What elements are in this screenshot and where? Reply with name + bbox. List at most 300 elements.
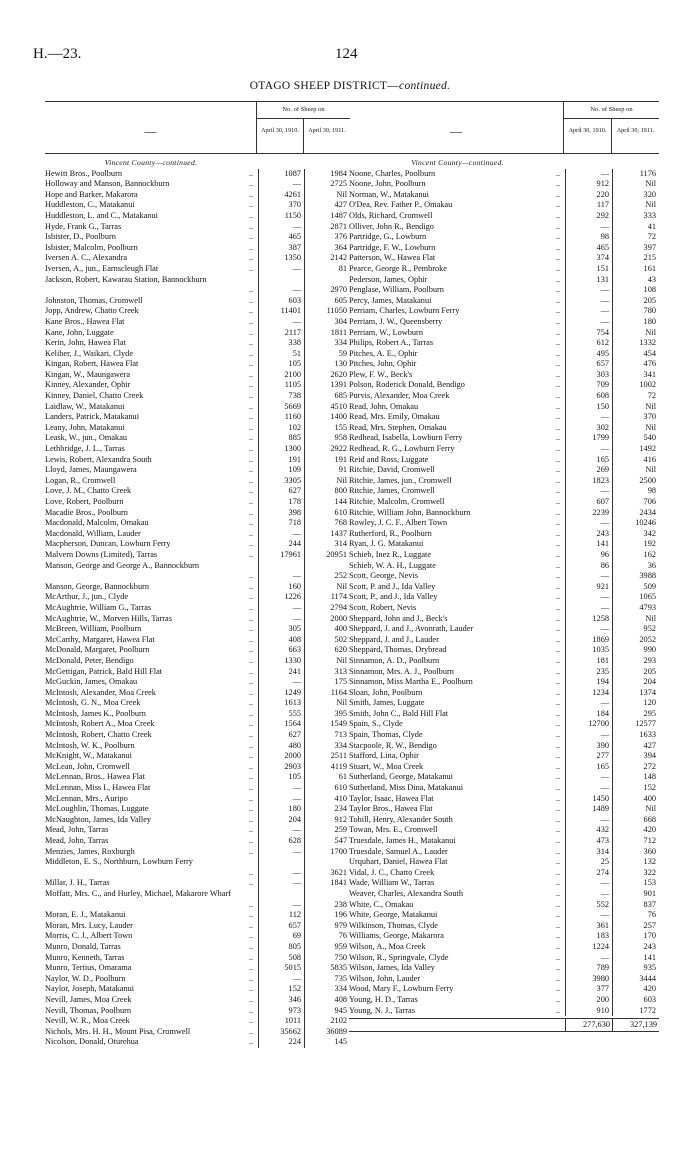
table-row: [45, 423, 350, 434]
table-row: [349, 688, 659, 699]
leader-dots: ..: [555, 698, 561, 708]
owner-name: Isbister, D., Poolburn: [45, 232, 116, 242]
table-row: [349, 264, 659, 275]
owner-name: Truesdale, Samuel A., Lauder: [349, 846, 448, 856]
owner-name: Towan, Mrs. E., Cromwell: [349, 825, 438, 835]
owner-name: Wilson, John, Lauder: [349, 973, 421, 983]
count-1910: 1350: [258, 253, 304, 264]
count-1911: 81: [304, 264, 350, 275]
leader-dots: ..: [555, 444, 561, 454]
owner-name: Taylor Bros., Hawea Flat: [349, 804, 433, 814]
table-row: [45, 963, 350, 974]
leader-dots: ..: [248, 401, 254, 411]
owner-name: Sutherland, George, Matakanui: [349, 772, 453, 782]
count-1911: 161: [612, 264, 659, 275]
owner-name: Wilson, A., Moa Creek: [349, 941, 426, 951]
table-row: [45, 794, 350, 805]
count-1910: 608: [565, 391, 612, 402]
table-row: [349, 222, 659, 233]
count-1911: 1174: [304, 592, 350, 603]
leader-dots: ..: [248, 963, 254, 973]
count-1911: Nil: [612, 200, 659, 211]
table-row: [45, 677, 350, 688]
owner-name: Vidal, J. C., Chatto Creek: [349, 867, 435, 877]
leader-dots: ..: [248, 338, 254, 348]
count-1910: —: [565, 592, 612, 603]
leader-dots: ..: [248, 348, 254, 358]
owner-name: Leany, John, Matakanui: [45, 422, 125, 432]
owner-name: McDonald, Peter, Bendigo: [45, 655, 134, 665]
owner-name: Kingan, W., Maungawera: [45, 369, 131, 379]
table-row: [349, 1006, 659, 1017]
count-1911: 180: [612, 317, 659, 328]
leader-dots: ..: [555, 539, 561, 549]
count-1911: 304: [304, 317, 350, 328]
count-1910: —: [565, 878, 612, 889]
table-row: [349, 582, 659, 593]
leader-dots: ..: [248, 507, 254, 517]
leader-dots: ..: [248, 422, 254, 432]
leader-dots: ..: [248, 698, 254, 708]
table-row: [45, 317, 350, 328]
leader-dots: ..: [555, 846, 561, 856]
leader-dots: ..: [248, 751, 254, 761]
owner-name: Sinnamon, A. D., Poolburn: [349, 655, 440, 665]
count-1910: 361: [565, 921, 612, 932]
count-1910: 607: [565, 497, 612, 508]
count-1911: 901: [612, 889, 659, 900]
leader-dots: ..: [555, 348, 561, 358]
table-row: [45, 412, 350, 423]
leader-dots: ..: [555, 528, 561, 538]
table-body: [349, 158, 659, 1016]
count-1911: 2970: [304, 275, 350, 296]
table-row: [45, 730, 350, 741]
owner-name: Naylor, Joseph, Matakanui: [45, 984, 135, 994]
leader-dots: ..: [248, 327, 254, 337]
owner-name: White, C., Omakau: [349, 899, 414, 909]
table-row: [45, 974, 350, 985]
count-1911: 234: [304, 804, 350, 815]
owner-name: Ryan, J. G. Matakanui: [349, 539, 424, 549]
count-1910: 805: [258, 942, 304, 953]
table-row: [349, 190, 659, 201]
count-1910: 314: [565, 847, 612, 858]
leader-dots: ..: [555, 263, 561, 273]
owner-name: Nevill, James, Moa Creek: [45, 994, 132, 1004]
count-1911: 1772: [612, 1006, 659, 1017]
owner-name: Smith, James, Luggate: [349, 698, 425, 708]
count-1911: 43: [612, 275, 659, 286]
table-row: [45, 306, 350, 317]
owner-name: Love, Robert, Poolburn: [45, 497, 124, 506]
owner-name: Nicolson, Donald, Oturehua: [45, 1037, 139, 1047]
count-1910: 86: [565, 561, 612, 572]
leader-dots: ..: [555, 888, 561, 898]
leader-dots: ..: [248, 444, 254, 454]
leader-dots: ..: [555, 592, 561, 602]
leader-dots: ..: [248, 475, 254, 485]
count-1911: 153: [612, 878, 659, 889]
leader-dots: ..: [555, 242, 561, 252]
owner-name: McGettigan, Patrick, Bald Hill Flat: [45, 666, 163, 676]
leader-dots: ..: [248, 867, 254, 877]
table-row: [349, 497, 659, 508]
leader-dots: ..: [248, 528, 254, 538]
table-row: [45, 275, 350, 296]
leader-dots: ..: [248, 539, 254, 549]
owner-name: Huddleston, C., Matakanui: [45, 200, 135, 210]
table-row: [349, 253, 659, 264]
leader-dots: ..: [555, 359, 561, 369]
count-1910: 178: [258, 497, 304, 508]
count-1910: 150: [565, 402, 612, 413]
count-1911: 712: [612, 836, 659, 847]
leader-dots: ..: [248, 189, 254, 199]
table-row: [349, 804, 659, 815]
leader-dots: ..: [555, 666, 561, 676]
table-row: [349, 984, 659, 995]
table-row: [349, 338, 659, 349]
count-1910: 374: [565, 253, 612, 264]
count-1910: 1489: [565, 804, 612, 815]
owner-name: Sloan, John, Poolburn: [349, 687, 423, 697]
owner-name: White, George, Matakanui: [349, 910, 438, 920]
count-1910: 112: [258, 910, 304, 921]
owner-name: Laidlaw, W., Matakanui: [45, 401, 125, 411]
leader-dots: ..: [248, 624, 254, 634]
table-row: [349, 857, 659, 868]
table-row: [349, 433, 659, 444]
leader-dots: ..: [248, 571, 254, 581]
owner-name: Nevill, W. R., Moa Creek: [45, 1016, 130, 1026]
count-1911: 2922: [304, 444, 350, 455]
owner-name: Polson, Roderick Donald, Bendigo: [349, 380, 465, 390]
count-1911: 1065: [612, 592, 659, 603]
leader-dots: ..: [555, 316, 561, 326]
table-row: [349, 741, 659, 752]
count-1910: 1564: [258, 719, 304, 730]
leader-dots: ..: [555, 221, 561, 231]
table-row: [45, 751, 350, 762]
owner-name: Rowley, J. C. F., Albert Town: [349, 518, 448, 528]
table-row: [349, 317, 659, 328]
table-row: [349, 328, 659, 339]
owner-name: Schieb, Inez R., Luggate: [349, 549, 432, 559]
owner-name: Moran, Mrs. Lucy, Lauder: [45, 920, 133, 930]
count-1911: 41: [612, 222, 659, 233]
count-1911: 144: [304, 497, 350, 508]
count-1911: 215: [612, 253, 659, 264]
table-row: [45, 486, 350, 497]
count-1911: 959: [304, 942, 350, 953]
table-row: [349, 296, 659, 307]
owner-name: Jackson, Robert, Kawarau Station, Bannockburn: [45, 274, 207, 284]
table-row: [45, 349, 350, 360]
count-1910: 754: [565, 328, 612, 339]
owner-name: Munro, Donald, Tarras: [45, 941, 121, 951]
count-1911: 322: [612, 868, 659, 879]
right-sheep-table: [349, 101, 659, 1032]
table-row: [45, 338, 350, 349]
leader-dots: ..: [248, 306, 254, 316]
owner-name: Smith, John C., Bald Hill Flat: [349, 708, 449, 718]
leader-dots: ..: [555, 274, 561, 284]
count-1910: 973: [258, 1006, 304, 1017]
count-1911: 780: [612, 306, 659, 317]
count-1911: 540: [612, 433, 659, 444]
count-1910: 241: [258, 667, 304, 678]
table-row: [349, 656, 659, 667]
owner-name: McLean, John, Cromwell: [45, 761, 130, 771]
count-1910: —: [565, 698, 612, 709]
count-1911: 990: [612, 645, 659, 656]
leader-dots: ..: [248, 899, 254, 909]
table-row: [45, 804, 350, 815]
owner-name: Macdonald, William, Lauder: [45, 528, 141, 538]
leader-dots: ..: [555, 751, 561, 761]
count-1911: Nil: [612, 328, 659, 339]
count-1910: 204: [258, 815, 304, 826]
table-row: [45, 1027, 350, 1038]
count-1910: 1823: [565, 476, 612, 487]
owner-name: Patterson, W., Hawea Flat: [349, 253, 436, 263]
owner-name: Keliher, J., Waikari, Clyde: [45, 348, 134, 358]
table-row: [45, 243, 350, 254]
table-row: [349, 603, 659, 614]
count-1910: —: [565, 444, 612, 455]
table-row: [349, 592, 659, 603]
table-row: [349, 910, 659, 921]
count-1911: 1700: [304, 847, 350, 858]
leader-dots: ..: [555, 412, 561, 422]
leader-dots: ..: [248, 1016, 254, 1026]
count-1910: —: [258, 614, 304, 625]
table-row: [45, 380, 350, 391]
count-1910: 2000: [258, 751, 304, 762]
leader-dots: ..: [248, 263, 254, 273]
owner-name: Hewitt Bros., Poolburn: [45, 168, 122, 178]
owner-name: Sheppard, J. and J., Avonrath, Lauder: [349, 624, 474, 634]
count-1911: Nil: [304, 582, 350, 593]
table-row: [45, 253, 350, 264]
table-row: [45, 539, 350, 550]
owner-name: Scott, George, Nevis: [349, 571, 418, 581]
count-1910: 2239: [565, 508, 612, 519]
count-1911: 272: [612, 762, 659, 773]
col-1910-header: April 30, 1910.: [261, 127, 299, 134]
count-1911: 1332: [612, 338, 659, 349]
count-1910: 165: [565, 455, 612, 466]
table-row: [349, 243, 659, 254]
count-1910: —: [565, 953, 612, 964]
count-1910: —: [565, 296, 612, 307]
owner-name: Lloyd, James, Maungawera: [45, 465, 137, 475]
leader-dots: ..: [248, 666, 254, 676]
count-1910: 2117: [258, 328, 304, 339]
owner-name: Nevill, Thomas, Poolburn: [45, 1005, 132, 1015]
owner-name: McLennan, Mrs., Auripo: [45, 793, 128, 803]
count-1911: 2052: [612, 635, 659, 646]
count-1911: 72: [612, 391, 659, 402]
leader-dots: ..: [555, 952, 561, 962]
owner-name: Mead, John, Tarras: [45, 836, 109, 845]
table-row: [349, 836, 659, 847]
count-1911: 420: [612, 984, 659, 995]
count-1910: 151: [565, 264, 612, 275]
owner-name: Sheppard, John and J., Beck's: [349, 613, 448, 623]
leader-dots: ..: [248, 232, 254, 242]
owner-name: McLennan, Miss I., Hawea Flat: [45, 783, 151, 793]
table-row: [349, 179, 659, 190]
count-1911: 175: [304, 677, 350, 688]
leader-dots: ..: [555, 560, 561, 570]
count-1910: 269: [565, 465, 612, 476]
count-1911: 36: [612, 561, 659, 572]
leader-dots: ..: [248, 645, 254, 655]
owner-name: Iversen, A., jun., Earnscleugh Flat: [45, 263, 159, 273]
count-1911: Nil: [612, 804, 659, 815]
count-1910: 1869: [565, 635, 612, 646]
leader-dots: ..: [555, 486, 561, 496]
count-1911: Nil: [612, 402, 659, 413]
count-1910: —: [565, 306, 612, 317]
table-row: [45, 656, 350, 667]
col-1911-header: April 30, 1911.: [611, 119, 659, 153]
leader-dots: ..: [248, 878, 254, 888]
table-row: [45, 783, 350, 794]
table-row: [45, 592, 350, 603]
owner-name: Perriam, W., Lowburn: [349, 327, 423, 337]
owner-name: Munro, Tertius, Omarama: [45, 963, 132, 973]
count-1910: 244: [258, 539, 304, 550]
table-row: [45, 529, 350, 540]
owner-name: McAughtrie, William G., Tarras: [45, 602, 152, 612]
count-1911: 3444: [612, 974, 659, 985]
sheep-count-header: No. of Sheep on: [564, 102, 659, 119]
count-1910: —: [565, 889, 612, 900]
table-row: [349, 529, 659, 540]
owner-name: Scott, P., and J., Ida Valley: [349, 592, 438, 602]
table-row: [45, 518, 350, 529]
count-1910: —: [258, 275, 304, 296]
count-1911: 20951: [304, 550, 350, 561]
count-1910: —: [258, 603, 304, 614]
count-1911: 2620: [304, 370, 350, 381]
count-1911: 2434: [612, 508, 659, 519]
owner-name: Wilson, James, Ida Valley: [349, 963, 435, 973]
count-1911: Nil: [612, 465, 659, 476]
owner-name: Wilkinson, Thomas, Clyde: [349, 920, 438, 930]
count-1911: 610: [304, 508, 350, 519]
count-1910: 96: [565, 550, 612, 561]
count-1911: 120: [612, 698, 659, 709]
count-1910: —: [258, 222, 304, 233]
count-1911: 1841: [304, 878, 350, 889]
count-1911: 2725: [304, 179, 350, 190]
count-1910: 657: [565, 359, 612, 370]
count-1910: 390: [565, 741, 612, 752]
count-1910: —: [258, 561, 304, 582]
col-1910-header: April 30, 1910.: [568, 127, 607, 134]
count-1910: 718: [258, 518, 304, 529]
count-1911: 152: [612, 783, 659, 794]
leader-dots: ..: [555, 634, 561, 644]
count-1911: 1549: [304, 719, 350, 730]
leader-dots: ..: [555, 391, 561, 401]
owner-name: Stafford, Lina, Ophir: [349, 751, 419, 761]
leader-dots: ..: [248, 549, 254, 559]
table-row: [45, 635, 350, 646]
owner-name: Huddleston, L. and C., Matakanui: [45, 210, 158, 220]
leader-dots: ..: [555, 179, 561, 189]
table-row: [349, 359, 659, 370]
table-row: [349, 211, 659, 222]
count-1911: 170: [612, 931, 659, 942]
leader-dots: ..: [248, 973, 254, 983]
count-1910: —: [258, 794, 304, 805]
table-row: [349, 645, 659, 656]
count-1910: —: [565, 910, 612, 921]
table-row: [349, 772, 659, 783]
leader-dots: ..: [555, 804, 561, 814]
count-1911: 454: [612, 349, 659, 360]
count-1911: 61: [304, 772, 350, 783]
count-1910: 1087: [258, 169, 304, 180]
owner-name: Kinney, Alexander, Ophir: [45, 380, 131, 390]
leader-dots: ..: [555, 1005, 561, 1015]
leader-dots: ..: [248, 465, 254, 475]
leader-dots: ..: [248, 518, 254, 528]
count-1910: 105: [258, 772, 304, 783]
count-1910: 910: [565, 1006, 612, 1017]
leader-dots: ..: [248, 655, 254, 665]
count-1911: 979: [304, 921, 350, 932]
leader-dots: ..: [248, 602, 254, 612]
count-1911: 958: [304, 433, 350, 444]
table-row: [349, 275, 659, 286]
count-1911: 257: [612, 921, 659, 932]
leader-dots: ..: [248, 984, 254, 994]
leader-dots: ..: [555, 941, 561, 951]
owner-name: Sutherland, Miss Dina, Matakanui: [349, 783, 464, 793]
count-1910: —: [258, 878, 304, 889]
owner-name: Scott, Robert, Nevis: [349, 602, 417, 612]
count-1911: 509: [612, 582, 659, 593]
count-1911: 204: [612, 677, 659, 688]
leader-dots: ..: [555, 475, 561, 485]
count-1911: 243: [612, 942, 659, 953]
count-1911: 155: [304, 423, 350, 434]
table-row: [45, 984, 350, 995]
count-1910: 194: [565, 677, 612, 688]
count-1910: —: [258, 857, 304, 878]
owner-name: Menzies, James, Roxburgh: [45, 846, 135, 856]
count-1910: 183: [565, 931, 612, 942]
table-row: [349, 794, 659, 805]
table-row: [45, 857, 350, 878]
count-1910: 612: [565, 338, 612, 349]
count-1910: 117: [565, 200, 612, 211]
count-1911: 416: [612, 455, 659, 466]
owner-name: Redhead, R. G., Lowburn Ferry: [349, 444, 455, 454]
owner-name: Urquhart, Daniel, Hawea Flat: [349, 857, 448, 867]
owner-name: Leask, W., jun., Omakau: [45, 433, 128, 443]
leader-dots: ..: [555, 984, 561, 994]
leader-dots: ..: [248, 179, 254, 189]
table-row: [45, 688, 350, 699]
leader-dots: ..: [555, 878, 561, 888]
